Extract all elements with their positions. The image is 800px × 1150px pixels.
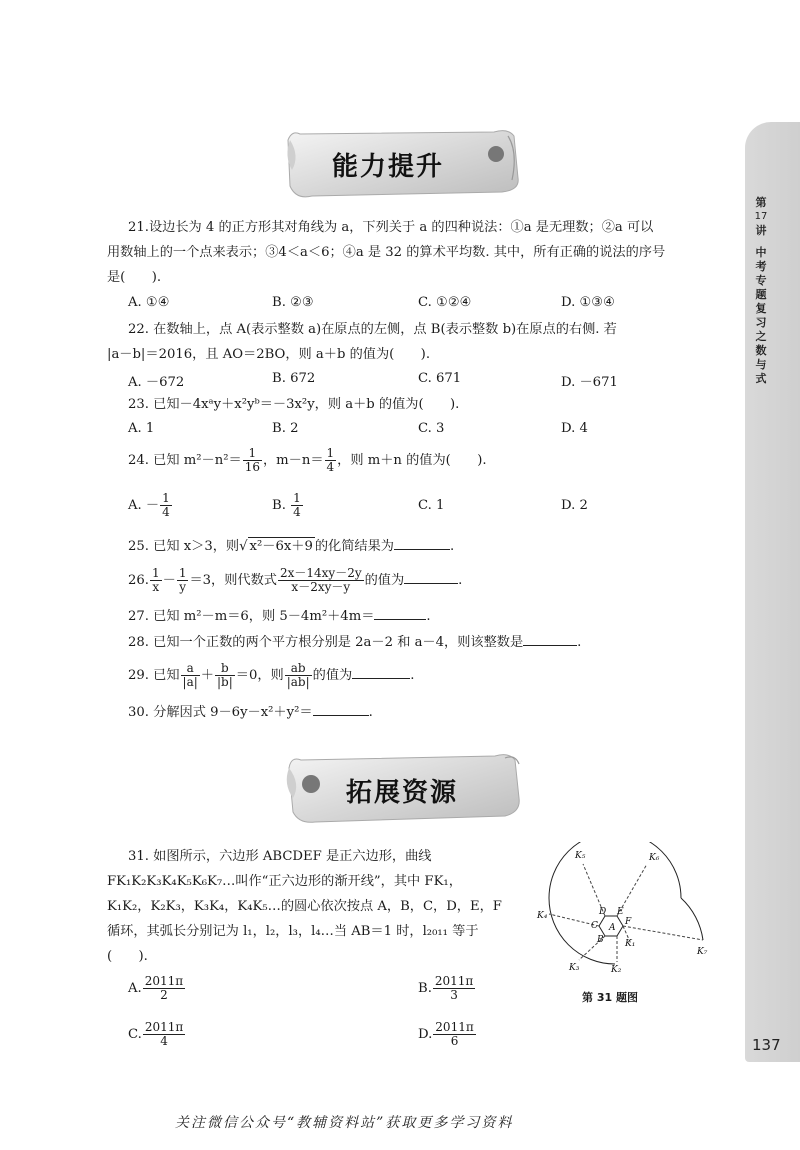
q21-option-c: C. ①②④	[418, 295, 472, 310]
q24-opt-b-den: 4	[293, 505, 301, 519]
involute-curve	[549, 842, 681, 964]
q25-line: 25. 已知 x＞3，则√ x²－6x＋9 的化简结果为 .	[128, 539, 455, 554]
chapter-title-char: 习	[755, 316, 767, 329]
q30-line	[128, 703, 373, 722]
q26-a-den: x	[152, 580, 160, 594]
q31-opt-b-den: 3	[450, 988, 458, 1002]
chapter-title-char: 与	[755, 358, 767, 371]
q23-line1: 23. 已知－4xᵃy＋x²yᵇ＝－3x²y，则 a＋b 的值为( ).	[128, 397, 460, 412]
q26-mid: ＝3，则代数式	[189, 573, 277, 588]
q29-a-num: a	[181, 662, 200, 676]
q25-post: 的化简结果为	[314, 539, 394, 554]
label-K3: K₃	[569, 963, 580, 973]
q23-option-b: B. 2	[272, 421, 299, 436]
q26-minus: －	[162, 573, 176, 588]
q26-frac-b	[177, 567, 189, 594]
q22-option-b: B. 672	[272, 371, 316, 386]
q26-b-den: y	[179, 580, 187, 594]
q24-opt-a-frac	[160, 492, 172, 519]
q31-opt-b-pre: B.	[418, 981, 432, 996]
chapter-title-char: 考	[755, 260, 767, 273]
q29-frac-b	[215, 662, 235, 689]
q26-line	[128, 565, 462, 597]
label-A: A	[609, 923, 616, 933]
q24-option-c: C. 1	[418, 498, 445, 513]
footer-watermark-text: 关注微信公众号“教辅资料站”获取更多学习资料	[175, 1115, 514, 1131]
chapter-title-char: 之	[755, 330, 767, 343]
q24-opt-a-num: 1	[162, 491, 170, 505]
banner-dot-icon	[488, 146, 504, 162]
chapter-side-label	[752, 196, 770, 386]
q23-option-c: C. 3	[418, 421, 445, 436]
q29-pre: 29. 已知	[128, 668, 180, 683]
q24-opt-b-frac	[291, 492, 303, 519]
q24-f2-den: 4	[326, 460, 335, 474]
q29-b-num: b	[215, 662, 235, 676]
q21-line2: 用数轴上的一个点来表示；③4＜a＜6；④a 是 32 的算术平均数. 其中，所有正确的说法的序号	[107, 245, 666, 260]
q28-end: .	[577, 635, 582, 650]
q25-radicand: x²－6x＋9	[249, 539, 313, 554]
q31-opt-d-den: 6	[450, 1034, 459, 1048]
q29-plus: ＋	[200, 668, 214, 683]
q24-line	[128, 446, 487, 476]
q31-opt-c-frac	[143, 1021, 185, 1048]
q29-c-den: |ab|	[286, 675, 310, 689]
q28-text: 28. 已知一个正数的两个平方根分别是 2a－2 和 a－4，则该整数是	[128, 635, 524, 650]
q25-answer-blank[interactable]	[394, 537, 450, 550]
chapter-title-char: 复	[755, 302, 767, 315]
q29-c-num: ab	[285, 662, 312, 676]
q24-pre: 24. 已知 m²－n²＝	[128, 453, 242, 468]
q29-mid: ＝0，则	[235, 668, 284, 683]
q29-line	[128, 660, 414, 692]
q24-option-b	[272, 491, 304, 521]
q22-option-a: A. －672	[128, 375, 185, 390]
q27-line	[128, 607, 431, 626]
label-K7: K₇	[697, 947, 708, 957]
q28-answer-blank[interactable]	[523, 633, 577, 646]
q26-frac-c	[278, 567, 364, 594]
q21-option-b: B. ②③	[272, 295, 314, 310]
q26-c-num: 2x－14xy－2y	[279, 566, 362, 580]
q31-opt-c-pre: C.	[128, 1027, 142, 1042]
q30-text: 30. 分解因式 9－6y－x²＋y²＝	[128, 705, 313, 720]
q25-end: .	[449, 539, 455, 554]
q23-option-a: A. 1	[128, 421, 155, 436]
q31-line3: K₁K₂，K₂K₃，K₃K₄，K₄K₅…的圆心依次按点 A，B，C，D，E，F	[107, 899, 502, 914]
q31-opt-b-frac	[433, 975, 475, 1002]
label-K6: K₆	[649, 853, 660, 863]
q26-frac-a	[150, 567, 162, 594]
label-C: C	[591, 921, 598, 931]
q26-pre: 26.	[128, 573, 149, 588]
q24-fraction-1	[243, 447, 262, 474]
q31-line1: 31. 如图所示，六边形 ABCDEF 是正六边形，曲线	[128, 849, 432, 864]
chapter-post: 讲	[755, 224, 767, 237]
q31-opt-a-pre: A.	[128, 981, 142, 996]
chapter-title-char: 专	[755, 274, 767, 287]
q31-line2: FK₁K₂K₃K₄K₅K₆K₇…叫作“正六边形的渐开线”，其中 FK₁，	[107, 874, 462, 889]
label-B: B	[597, 935, 604, 945]
q31-opt-d-num: 2011π	[435, 1020, 474, 1034]
q30-end: .	[368, 705, 373, 720]
chapter-number: 17	[754, 211, 768, 222]
q24-option-d: D. 2	[561, 498, 588, 513]
q26-post: 的值为	[364, 573, 405, 588]
chapter-pre: 第	[755, 196, 767, 209]
label-K4: K₄	[537, 911, 548, 921]
q31-option-d	[418, 1020, 477, 1050]
label-F: F	[625, 917, 632, 927]
q31-option-c	[128, 1020, 186, 1050]
q29-answer-blank[interactable]	[352, 666, 410, 679]
q22-line1: 22. 在数轴上，点 A(表示整数 a)在原点的左侧，点 B(表示整数 b)在原点的右侧. 若	[128, 322, 617, 337]
chapter-title-char: 中	[755, 246, 767, 259]
section-title-ability: 能力提升	[332, 152, 445, 182]
chapter-title-char: 数	[755, 344, 767, 357]
q31-opt-d-pre: D.	[418, 1027, 433, 1042]
q29-a-den: |a|	[182, 675, 198, 689]
q22-option-c: C. 671	[418, 371, 462, 386]
q24-opt-b-pre: B.	[272, 498, 291, 513]
q31-line4: 循环，其弧长分别记为 l₁，l₂，l₃，l₄…当 AB＝1 时，l₂₀₁₁ 等于	[107, 924, 479, 939]
q26-answer-blank[interactable]	[404, 571, 458, 584]
q31-opt-a-num: 2011π	[144, 974, 184, 988]
q24-fraction-2	[325, 447, 337, 474]
page-number: 137	[752, 1036, 781, 1054]
q21-line3: 是( ).	[107, 270, 162, 285]
q26-a-num: 1	[151, 566, 160, 580]
q30-answer-blank[interactable]	[313, 703, 369, 716]
q26-c-den: x－2xy－y	[291, 580, 351, 594]
section-title-resources: 拓展资源	[346, 778, 459, 808]
involute-tail	[681, 898, 703, 940]
q29-b-den: |b|	[216, 675, 233, 689]
q29-frac-a	[181, 662, 200, 689]
q24-opt-b-num: 1	[293, 491, 301, 505]
hexagon-involute-figure	[535, 842, 715, 982]
q24-f2-num: 1	[326, 446, 335, 460]
q28-line	[128, 633, 581, 652]
q25-pre: 25. 已知 x＞3，则	[128, 539, 240, 554]
q31-opt-c-num: 2011π	[144, 1020, 184, 1034]
q31-option-b	[418, 974, 476, 1004]
q22-option-d: D. －671	[561, 375, 618, 390]
q24-post: ，则 m＋n 的值为( ).	[337, 453, 487, 468]
q31-opt-b-num: 2011π	[434, 974, 474, 988]
q21-line1: 21.设边长为 4 的正方形其对角线为 a，下列关于 a 的四种说法：①a 是无理数；②a 可以	[128, 220, 654, 235]
q29-frac-c	[285, 662, 312, 689]
q24-mid: ，m－n＝	[262, 453, 324, 468]
q31-option-a	[128, 974, 186, 1004]
label-D: D	[599, 907, 607, 917]
q26-end: .	[458, 573, 463, 588]
q24-f1-den: 16	[244, 460, 260, 474]
figure-caption: 第 31 题图	[582, 991, 638, 1004]
q21-option-d: D. ①③④	[561, 295, 615, 310]
q23-option-d: D. 4	[561, 421, 588, 436]
q27-text: 27. 已知 m²－m＝6，则 5－4m²＋4m＝	[128, 609, 375, 624]
label-K5: K₅	[575, 851, 586, 861]
label-E: E	[617, 907, 624, 917]
q31-line5: ( ).	[107, 949, 148, 964]
q27-end: .	[426, 609, 431, 624]
q29-end: .	[410, 668, 415, 683]
q31-opt-d-frac	[433, 1021, 475, 1048]
q29-post: 的值为	[312, 668, 353, 683]
q31-opt-a-den: 2	[160, 988, 168, 1002]
label-K2: K₂	[611, 965, 622, 975]
q24-opt-a-den: 4	[162, 505, 170, 519]
label-K1: K₁	[625, 939, 636, 949]
q24-f1-num: 1	[243, 447, 262, 461]
chapter-title-char: 题	[755, 288, 767, 301]
chapter-title-char: 式	[755, 372, 767, 385]
q22-line2: |a－b|＝2016，且 AO＝2BO，则 a＋b 的值为( ).	[107, 347, 431, 362]
q24-option-a	[128, 491, 173, 521]
q31-opt-c-den: 4	[160, 1034, 168, 1048]
q21-option-a: A. ①④	[128, 295, 170, 310]
q27-answer-blank[interactable]	[374, 607, 426, 620]
banner-dot-icon	[302, 775, 320, 793]
q31-opt-a-frac	[143, 975, 185, 1002]
q26-b-num: 1	[178, 566, 187, 580]
q24-opt-a-pre: A. －	[128, 498, 160, 513]
